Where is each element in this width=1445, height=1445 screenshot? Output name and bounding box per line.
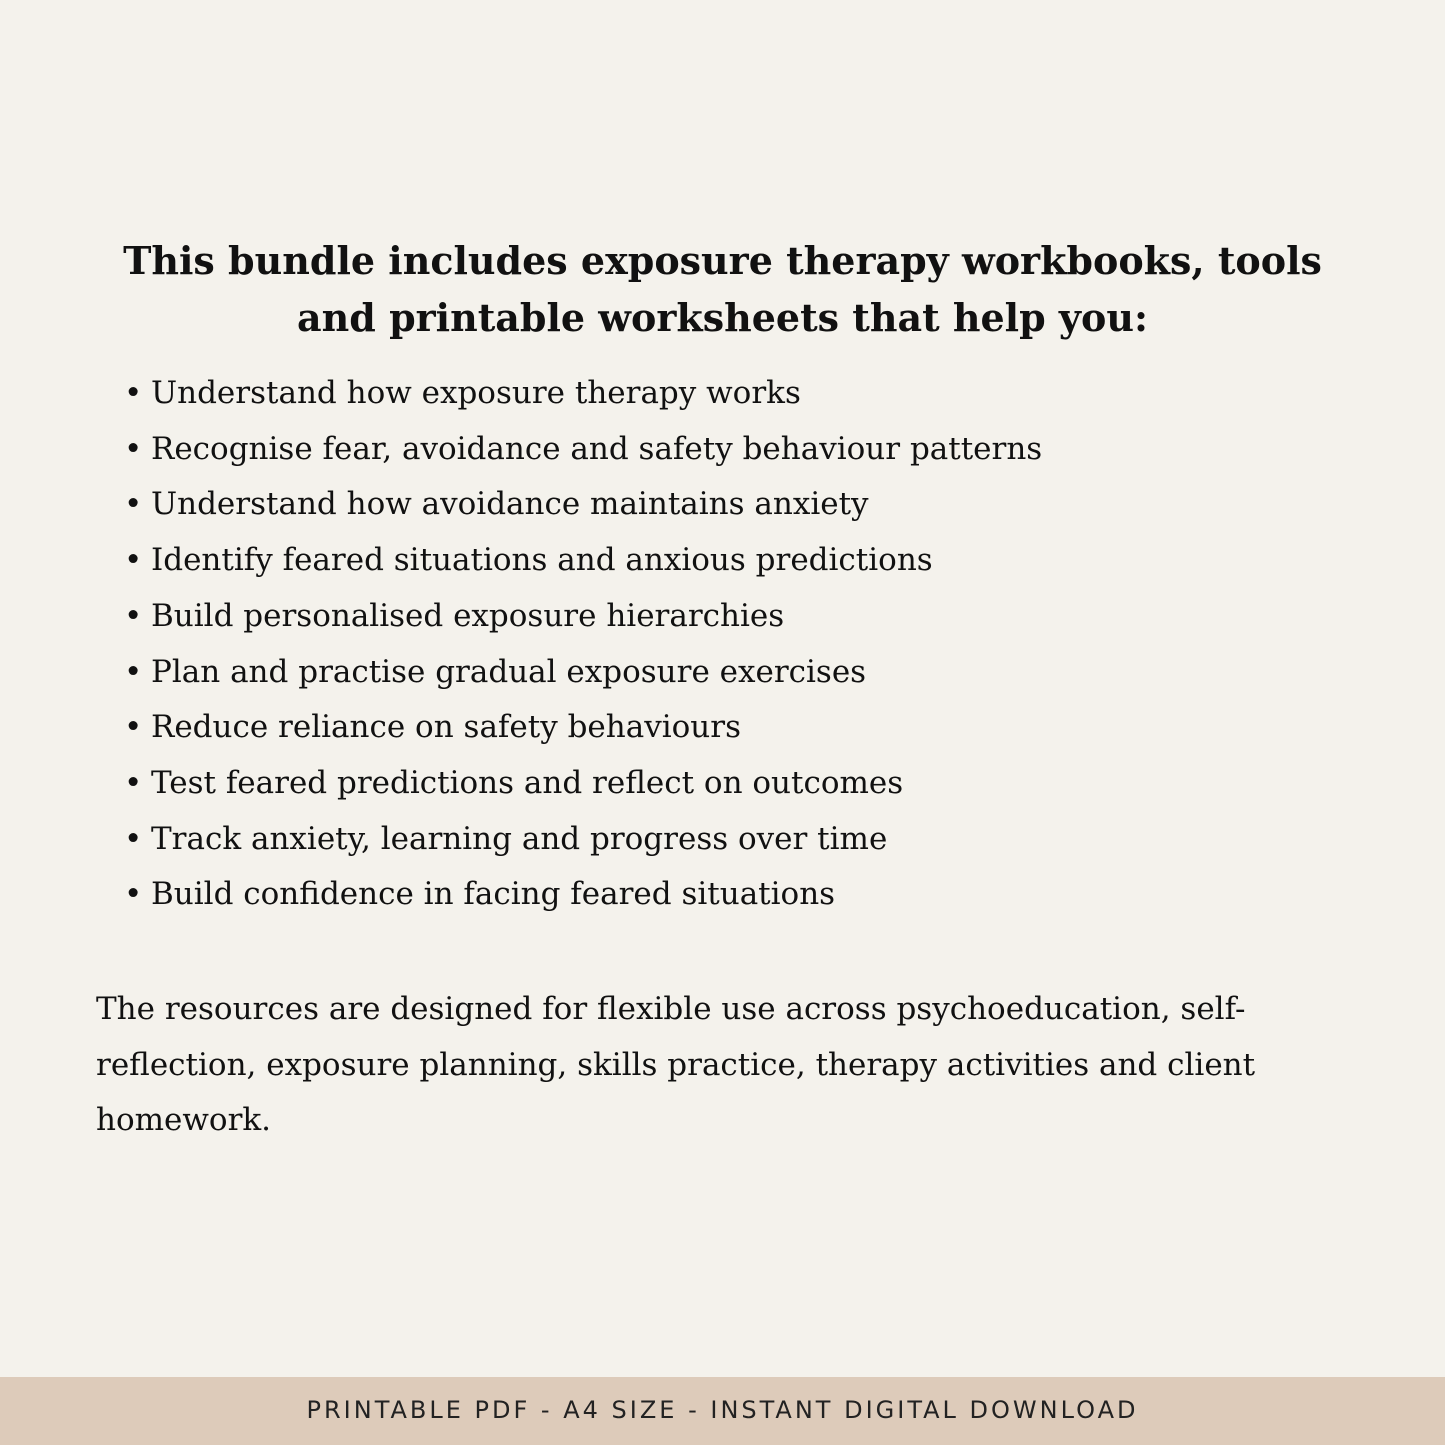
list-item-text: Track anxiety, learning and progress over time bbox=[151, 820, 888, 857]
list-item bbox=[124, 645, 1349, 701]
bullet-icon: • bbox=[124, 653, 143, 690]
list-item bbox=[124, 867, 1349, 923]
list-item bbox=[124, 477, 1349, 533]
list-item bbox=[124, 589, 1349, 645]
list-item-text: Recognise fear, avoidance and safety behaviour patterns bbox=[151, 430, 1043, 467]
benefits-list bbox=[96, 366, 1349, 923]
list-item-text: Plan and practise gradual exposure exercises bbox=[151, 653, 867, 690]
list-item-text: Identify feared situations and anxious predictions bbox=[151, 542, 933, 579]
description-paragraph: The resources are designed for flexible use across psychoeducation, self-reflection, exposure planning, skills practice, therapy activities and client homework. bbox=[96, 991, 1256, 1139]
bullet-icon: • bbox=[124, 820, 143, 857]
list-item-text: Understand how exposure therapy works bbox=[151, 375, 801, 411]
list-item bbox=[124, 366, 1349, 422]
list-item-text: Build personalised exposure hierarchies bbox=[151, 597, 785, 634]
footer-banner bbox=[0, 1377, 1445, 1445]
list-item bbox=[124, 533, 1349, 589]
bullet-icon: • bbox=[124, 764, 143, 801]
page-heading: This bundle includes exposure therapy workbooks, tools and printable worksheets that help you: bbox=[123, 238, 1322, 340]
bullet-icon: • bbox=[124, 486, 143, 523]
list-item bbox=[124, 422, 1349, 478]
list-item bbox=[124, 700, 1349, 756]
bullet-icon: • bbox=[124, 876, 143, 913]
bullet-icon: • bbox=[124, 430, 143, 467]
list-item-text: Understand how avoidance maintains anxiety bbox=[151, 486, 869, 523]
list-item-text: Test feared predictions and reflect on outcomes bbox=[151, 764, 904, 801]
footer-text: PRINTABLE PDF - A4 SIZE - INSTANT DIGITAL DOWNLOAD bbox=[306, 1396, 1139, 1424]
bullet-icon: • bbox=[124, 542, 143, 579]
list-item bbox=[124, 756, 1349, 812]
bullet-icon: • bbox=[124, 375, 143, 411]
main-content bbox=[96, 232, 1349, 1149]
list-item bbox=[124, 812, 1349, 868]
list-item-text: Reduce reliance on safety behaviours bbox=[151, 709, 741, 746]
bullet-icon: • bbox=[124, 709, 143, 746]
list-item-text: Build confidence in facing feared situations bbox=[151, 876, 836, 913]
bullet-icon: • bbox=[124, 597, 143, 634]
